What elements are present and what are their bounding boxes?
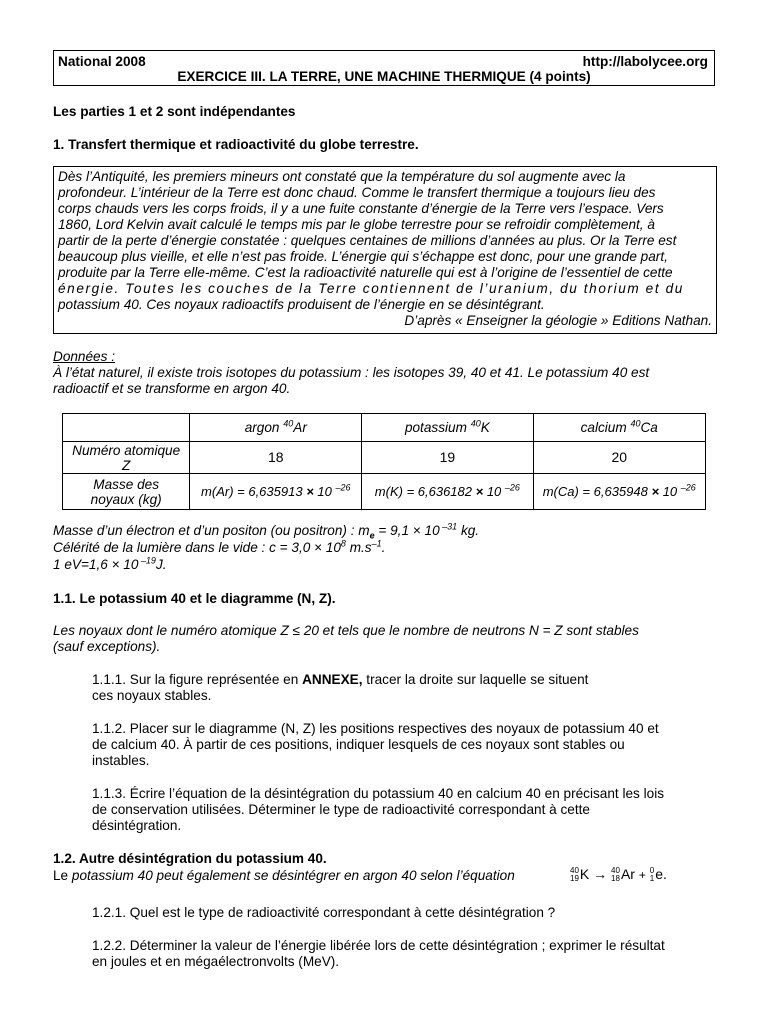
quote-box [53,166,717,334]
nuclide-potassium: 40 19 K [570,866,590,884]
question-1-1-1-line2: ces noyaux stables. [92,688,212,703]
quote-line: produite par la Terre elle-même. C’est la radioactivité naturelle qui est à l’origine de l’essentiel de cette [58,265,673,280]
exercise-title: EXERCICE III. LA TERRE, UNE MACHINE THERMIQUE (4 points) [177,69,591,84]
question-1-2-1: 1.2.1. Quel est le type de radioactivité correspondant à cette désintégration ? [92,905,556,920]
quote-line: 1860, Lord Kelvin avait calculé le temps mis par le globe terrestre pour se refroidir complètement, à [58,217,655,232]
question-1-2-2-line2: en joules et en mégaélectronvolts (MeV). [92,954,340,969]
question-1-1-3-line2: de conservation utilisées. Déterminer le type de radioactivité correspondant à cette [92,802,590,817]
section-1-1-title: 1.1. Le potassium 40 et le diagramme (N, Z). [53,591,336,606]
section-1-1-text-1: Les noyaux dont le numéro atomique Z ≤ 20 et tels que le nombre de neutrons N = Z sont stables [53,623,639,638]
header-box [53,50,715,86]
arrow-symbol: → [593,866,608,882]
table-header-potassium: potassium $^{40}$K [362,414,533,442]
section1-title: 1. Transfert thermique et radioactivité du globe terrestre. [53,137,419,152]
nuclide-positron: 0 1 e [649,866,663,884]
table-cell-mass-argon: m(Ar) = 6,635913 × 10 $^{-26}$ [190,474,362,510]
question-1-1-3: 1.1.3. Écrire l’équation de la désintégration du potassium 40 en calcium 40 en précisant les lois [92,786,665,801]
table-corner-cell [63,414,190,442]
table-row-label-z: Numéro atomique Z [63,442,190,474]
donnees-text-1: À l’état naturel, il existe trois isotopes du potassium : les isotopes 39, 40 et 41. Le potassium 40 est [53,365,650,380]
donnees-text-2: radioactif et se transforme en argon 40. [53,381,291,396]
decay-equation: 40 19 K → 40 18 Ar + 0 1 e. [570,866,667,884]
quote-line: énergie. Toutes les couches de la Terre contiennent de l’uranium, du thorium et du [58,281,684,296]
quote-line: partir de la perte d’énergie constatée : quelques centaines de millions d’années au plus. Or la Terre est [58,233,677,248]
intro-note: Les parties 1 et 2 sont indépendantes [53,104,296,119]
isotope-table [62,413,706,510]
quote-line: potassium 40. Ces noyaux radioactifs produisent de l’énergie en se désintégrant. [58,297,545,312]
table-cell-z-potassium: 19 [362,442,533,474]
table-header-calcium: calcium $^{40}$Ca [533,414,706,442]
question-1-1-2-line3: instables. [92,753,150,768]
section-1-2-title: 1.2. Autre désintégration du potassium 40. [53,851,327,866]
section-1-2-text: Le potassium 40 peut également se désintégrer en argon 40 selon l’équation [53,868,515,883]
header-website: http://labolycee.org [582,54,708,69]
question-1-1-1: 1.1.1. Sur la figure représentée en ANNEXE, tracer la droite sur laquelle se situent [92,672,589,687]
quote-line: beaucoup plus vieille, et elle n’est pas froide. L’énergie qui s’échappe est donc, pour une grande part, [58,249,668,264]
table-header-argon: argon $^{40}$Ar [190,414,362,442]
constant-electron-mass: Masse d’un électron et d’un positon (ou positron) : $m_e = 9,1 \times 10$ $^{-31}$ kg. [53,521,480,541]
quote-line: profondeur. L’intérieur de la Terre est donc chaud. Comme le transfert thermique a toujours lieu des [58,185,656,200]
question-1-1-2: 1.1.2. Placer sur le diagramme (N, Z) les positions respectives des noyaux de potassium 40 et [92,721,659,736]
constant-light-speed: Célérité de la lumière dans le vide : $c = 3,0 \times 10^8$ $m.s^{-1}$. [53,538,386,555]
constant-ev: 1 eV=1,6 × 10 $^{-19}$J. [53,555,167,572]
section-1-1-text-2: (sauf exceptions). [53,639,161,654]
table-cell-z-argon: 18 [190,442,362,474]
table-cell-mass-calcium: m(Ca) = 6,635948 × 10 $^{-26}$ [533,474,706,510]
donnees-label: Données : [53,349,115,364]
header-exam-label: National 2008 [58,54,146,69]
question-1-2-2: 1.2.2. Déterminer la valeur de l’énergie libérée lors de cette désintégration ; exprimer le résultat [92,938,665,953]
quote-line: Dès l’Antiquité, les premiers mineurs ont constaté que la température du sol augmente avec la [58,169,626,184]
quote-source: D’après « Enseigner la géologie » Editions Nathan. [404,313,712,328]
table-cell-z-calcium: 20 [533,442,706,474]
question-1-1-2-line2: de calcium 40. À partir de ces positions, indiquer lesquels de ces noyaux sont stables ou [92,737,625,752]
nuclide-argon: 40 18 Ar [611,866,635,884]
table-row-label-mass: Masse des noyaux (kg) [63,474,190,510]
question-1-1-3-line3: désintégration. [92,818,182,833]
table-cell-mass-potassium: m(K) = 6,636182 × 10 $^{-26}$ [362,474,533,510]
quote-line: corps chauds vers les corps froids, il y a une fuite constante d’énergie de la Terre vers l’espace. Vers [58,201,664,216]
